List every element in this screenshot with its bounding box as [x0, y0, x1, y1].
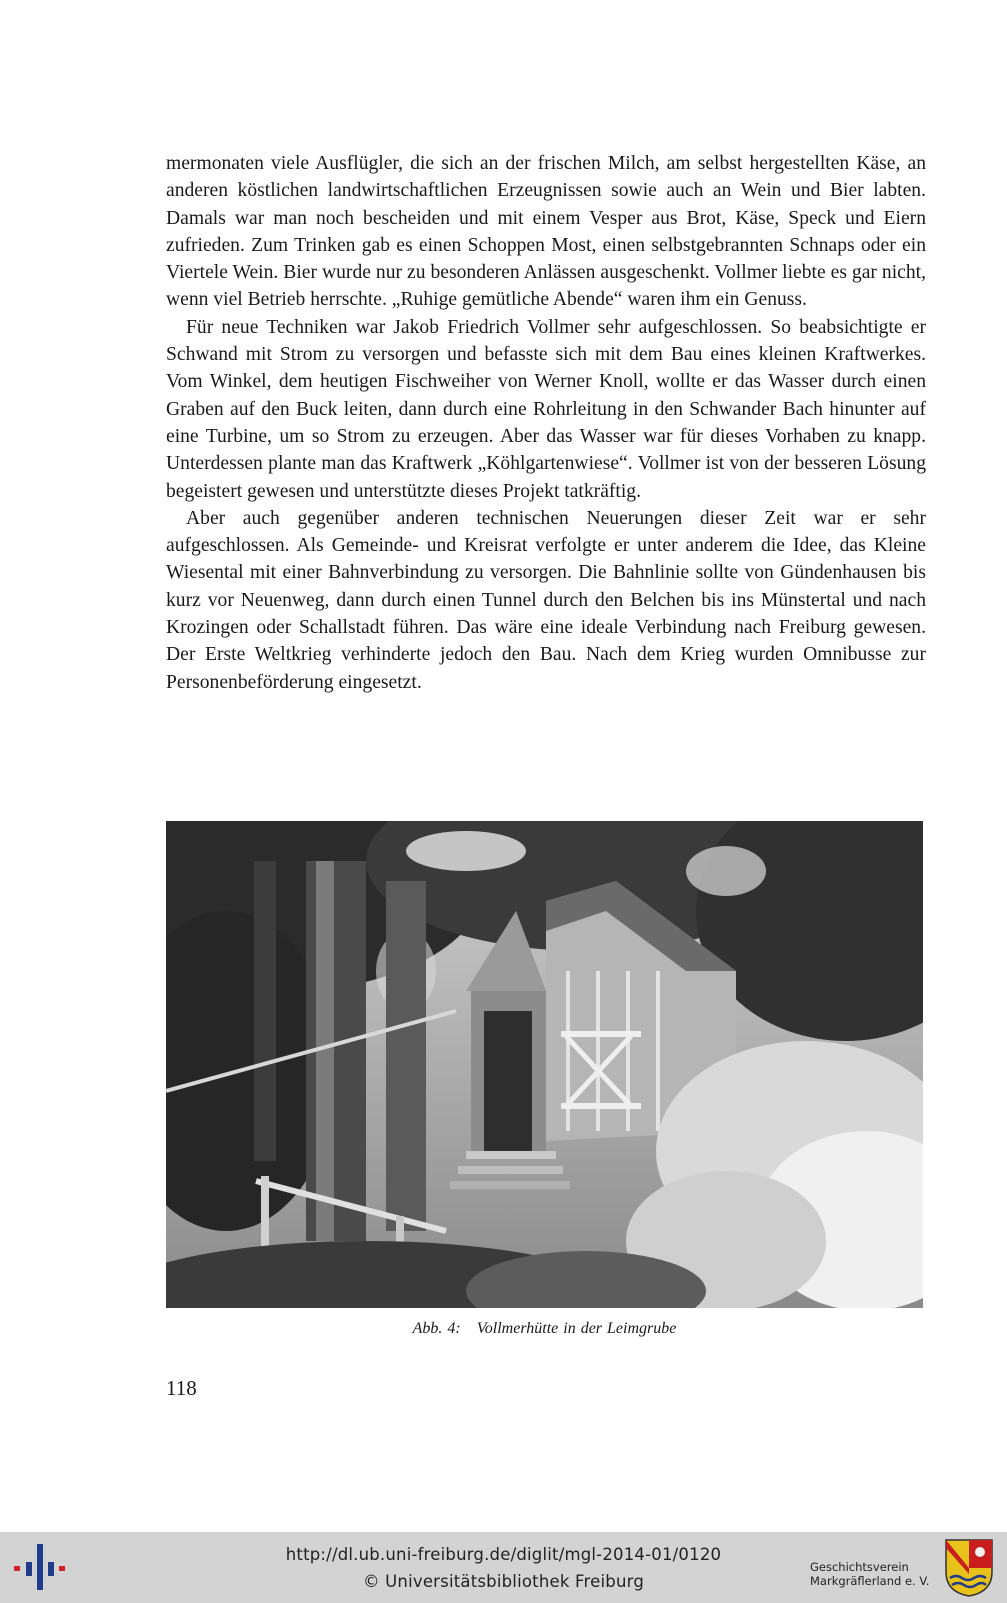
- society-name-line1: Geschichtsverein: [810, 1560, 909, 1574]
- society-name: [810, 1560, 940, 1588]
- paragraph-1: mermonaten viele Ausflügler, die sich an der frischen Milch, am selbst hergestellten Käse, an anderen köstlichen landwirtschaftlichen Erzeugnissen sowie auch an Wein und Bier labten. Damals war man noch bescheiden und mit einem Vesper aus Brot, Käse, Speck und Eiern zufrieden. Zum Trinken gab es einen Schoppen Most, einen selbstgebrannten Schnaps oder ein Viertele Wein. Bier wurde nur zu besonderen Anlässen ausgeschenkt. Vollmer liebte es gar nicht, wenn viel Betrieb herrschte. „Ruhige gemütliche Abende“ waren ihm ein Genuss.: [166, 153, 926, 311]
- article-body: [166, 150, 926, 696]
- paragraph-2: Für neue Techniken war Jakob Friedrich Vollmer sehr aufgeschlossen. So beabsichtigte er Schwand mit Strom zu versorgen und befasste sich mit dem Bau eines kleinen Kraftwerkes. Vom Winkel, dem heutigen Fischweiher von Werner Knoll, wollte er das Wasser durch einen Graben auf den Buck leiten, dann durch eine Rohrleitung in den Schwander Bach hinunter auf eine Turbine, um so Strom zu erzeugen. Aber das Wasser war für dieses Vorhaben zu knapp. Unterdessen plante man das Kraftwerk „Köhlgartenwiese“. Vollmer ist von der besseren Lösung begeistert gewesen und unterstützte dieses Projekt tatkräftig.: [166, 316, 926, 502]
- hut-photo: [166, 821, 923, 1308]
- figure-label: Abb. 4:: [412, 1320, 461, 1337]
- paragraph-3: Aber auch gegenüber anderen technischen Neuerungen dieser Zeit war er sehr aufgeschlossen. Als Gemeinde- und Kreisrat verfolgte er unter anderem die Idee, das Kleine Wiesental mit einer Bahnverbindung zu versorgen. Die Bahnlinie sollte von Gündenhausen bis kurz vor Neuenweg, dann durch einen Tunnel durch den Belchen bis ins Münstertal und nach Krozingen oder Schallstadt führen. Das wäre eine ideale Verbindung nach Freiburg gewesen. Der Erste Weltkrieg verhinderte jedoch den Bau. Nach dem Krieg wurden Omnibusse zur Personenbeförderung eingesetzt.: [166, 507, 926, 693]
- footer-url-link[interactable]: http://dl.ub.uni-freiburg.de/diglit/mgl-2014-01/0120: [285, 1545, 722, 1564]
- footer-bar: [0, 1532, 1007, 1603]
- page-number: 118: [166, 1376, 197, 1400]
- coat-of-arms-icon: [944, 1538, 994, 1598]
- figure-caption: [166, 1320, 923, 1338]
- society-name-line2: Markgräflerland e. V.: [810, 1574, 930, 1588]
- hut-photo-image: [166, 821, 923, 1308]
- figure-caption-text: Vollmerhütte in der Leimgrube: [476, 1320, 677, 1337]
- footer-copyright: © Universitätsbibliothek Freiburg: [362, 1572, 644, 1591]
